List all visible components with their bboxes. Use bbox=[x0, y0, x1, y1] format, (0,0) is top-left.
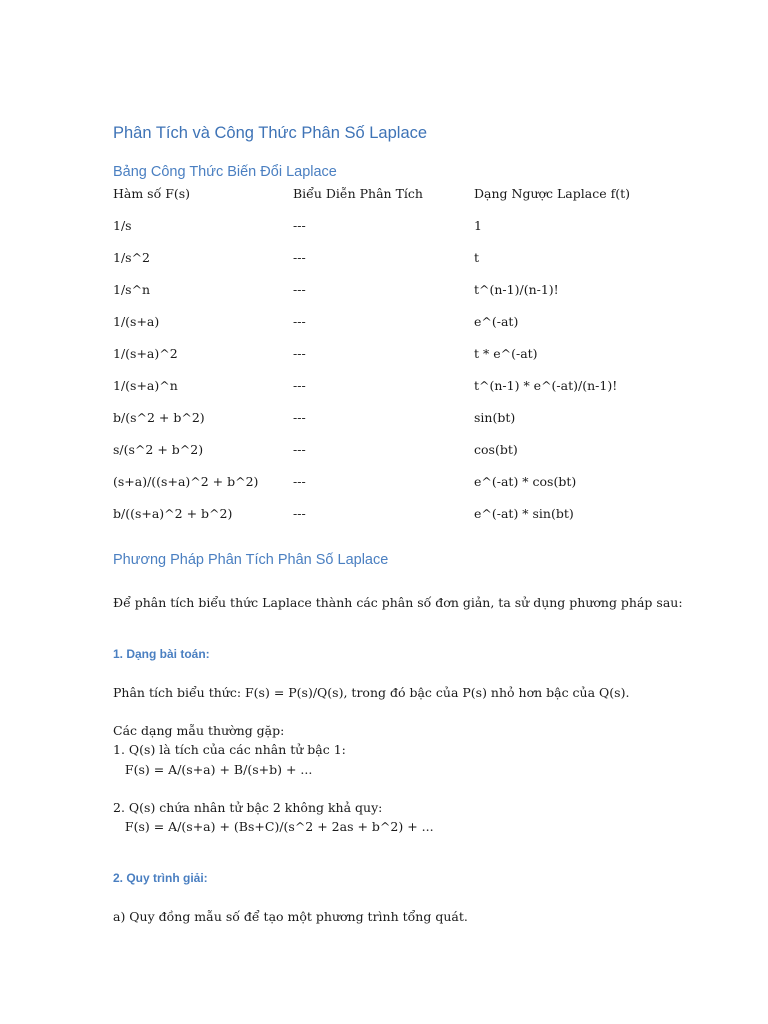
table-row bbox=[113, 314, 693, 346]
case-1-formula: F(s) = A/(s+a) + B/(s+b) + ... bbox=[113, 762, 313, 777]
table-cell: --- bbox=[293, 474, 306, 489]
table-cell: 1/(s+a)^n bbox=[113, 378, 178, 393]
table-row bbox=[113, 474, 693, 506]
table-cell: e^(-at) bbox=[474, 314, 519, 329]
subsection-heading-procedure: 2. Quy trình giải: bbox=[113, 871, 208, 885]
table-cell: e^(-at) * cos(bt) bbox=[474, 474, 577, 489]
table-header-cell: Dạng Ngược Laplace f(t) bbox=[474, 186, 630, 201]
table-cell: --- bbox=[293, 314, 306, 329]
case-2-text: 2. Q(s) chứa nhân tử bậc 2 không khả quy: bbox=[113, 800, 383, 815]
table-section-heading: Bảng Công Thức Biến Đổi Laplace bbox=[113, 164, 337, 180]
table-cell: t bbox=[474, 250, 480, 265]
table-cell: s/(s^2 + b^2) bbox=[113, 442, 204, 457]
table-cell: --- bbox=[293, 506, 306, 521]
table-row bbox=[113, 410, 693, 442]
table-cell: 1/(s+a) bbox=[113, 314, 160, 329]
table-cell: e^(-at) * sin(bt) bbox=[474, 506, 574, 521]
table-cell: --- bbox=[293, 250, 306, 265]
method-intro: Để phân tích biểu thức Laplace thành các phân số đơn giản, ta sử dụng phương pháp sau: bbox=[113, 595, 683, 610]
case-1-text: 1. Q(s) là tích của các nhân tử bậc 1: bbox=[113, 742, 346, 757]
table-cell: 1/s^n bbox=[113, 282, 151, 297]
table-cell: b/((s+a)^2 + b^2) bbox=[113, 506, 233, 521]
document-title: Phân Tích và Công Thức Phân Số Laplace bbox=[113, 124, 428, 142]
table-row bbox=[113, 250, 693, 282]
table-cell: --- bbox=[293, 346, 306, 361]
subsection-heading-problem: 1. Dạng bài toán: bbox=[113, 647, 210, 661]
table-header-row bbox=[113, 186, 693, 218]
method-section-heading: Phương Pháp Phân Tích Phân Số Laplace bbox=[113, 552, 389, 568]
table-row bbox=[113, 282, 693, 314]
table-cell: t^(n-1) * e^(-at)/(n-1)! bbox=[474, 378, 618, 393]
table-row bbox=[113, 506, 693, 538]
table-header-cell: Biểu Diễn Phân Tích bbox=[293, 186, 423, 201]
table-cell: b/(s^2 + b^2) bbox=[113, 410, 205, 425]
table-cell: (s+a)/((s+a)^2 + b^2) bbox=[113, 474, 259, 489]
problem-statement: Phân tích biểu thức: F(s) = P(s)/Q(s), trong đó bậc của P(s) nhỏ hơn bậc của Q(s). bbox=[113, 685, 630, 700]
table-cell: --- bbox=[293, 218, 306, 233]
table-cell: t * e^(-at) bbox=[474, 346, 538, 361]
table-row bbox=[113, 346, 693, 378]
table-cell: 1 bbox=[474, 218, 482, 233]
table-cell: 1/s^2 bbox=[113, 250, 151, 265]
table-header-cell: Hàm số F(s) bbox=[113, 186, 191, 201]
laplace-table bbox=[113, 186, 693, 538]
common-forms-label: Các dạng mẫu thường gặp: bbox=[113, 723, 285, 738]
table-cell: --- bbox=[293, 410, 306, 425]
case-2-formula: F(s) = A/(s+a) + (Bs+C)/(s^2 + 2as + b^2) + ... bbox=[113, 819, 434, 834]
table-cell: --- bbox=[293, 378, 306, 393]
procedure-step-a: a) Quy đồng mẫu số để tạo một phương trình tổng quát. bbox=[113, 909, 468, 924]
table-cell: cos(bt) bbox=[474, 442, 518, 457]
table-cell: --- bbox=[293, 442, 306, 457]
table-cell: 1/s bbox=[113, 218, 132, 233]
table-cell: --- bbox=[293, 282, 306, 297]
table-row bbox=[113, 378, 693, 410]
table-row bbox=[113, 442, 693, 474]
table-cell: t^(n-1)/(n-1)! bbox=[474, 282, 559, 297]
table-cell: 1/(s+a)^2 bbox=[113, 346, 178, 361]
table-row bbox=[113, 218, 693, 250]
table-cell: sin(bt) bbox=[474, 410, 516, 425]
